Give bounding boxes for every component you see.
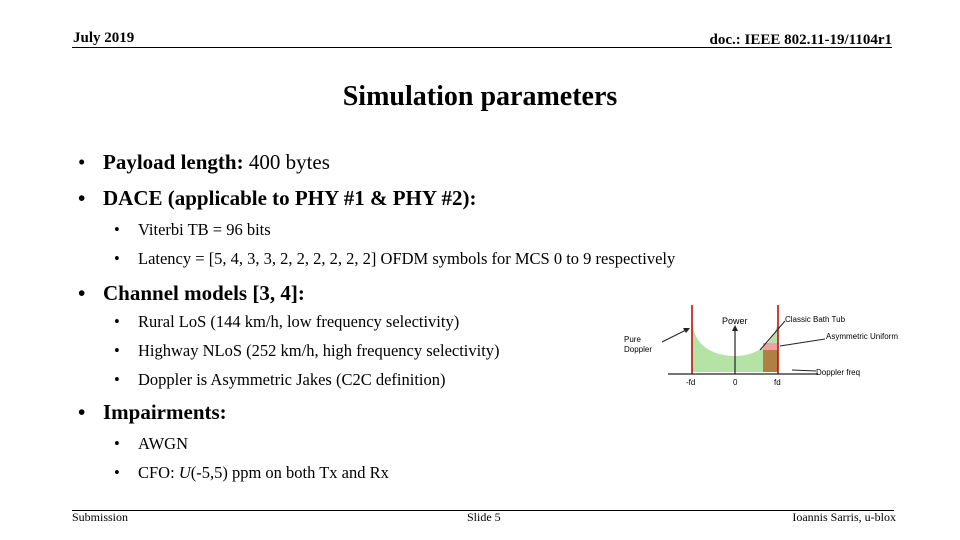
header-date: July 2019	[73, 30, 135, 46]
sub-bullet-latency: • Latency = [5, 4, 3, 3, 2, 2, 2, 2, 2, 2] OFDM symbols for MCS 0 to 9 respectively	[114, 249, 676, 268]
doppler-spectrum-diagram	[620, 300, 920, 390]
sub-bullet-rural: • Rural LoS (144 km/h, low frequency selectivity)	[114, 312, 460, 331]
header-doc-id: doc.: IEEE 802.11-19/1104r1	[709, 32, 892, 48]
bullet-glyph: •	[78, 186, 86, 210]
footer-slide-number: Slide 5	[467, 510, 501, 524]
sub-bullet-doppler: • Doppler is Asymmetric Jakes (C2C definition)	[114, 370, 446, 389]
doppler-label: Doppler	[624, 345, 653, 354]
bullet-channel	[78, 281, 305, 306]
asym-arrow	[780, 339, 825, 346]
dace-text: DACE (applicable to PHY #1 & PHY #2):	[103, 186, 477, 210]
sub-bullet-viterbi: • Viterbi TB = 96 bits	[114, 220, 271, 239]
payload-value: 400 bytes	[243, 150, 330, 174]
header-rule	[72, 47, 892, 48]
sub-bullet-highway: • Highway NLoS (252 km/h, high frequency selectivity)	[114, 341, 500, 360]
sub-bullet-awgn: • AWGN	[114, 434, 188, 453]
bullet-glyph: •	[114, 341, 120, 360]
power-label: Power	[722, 316, 748, 326]
pure-label: Pure	[624, 335, 641, 344]
bullet-glyph: •	[78, 400, 86, 424]
bullet-impairments	[78, 400, 227, 425]
bullet-payload	[78, 150, 330, 175]
bullet-glyph: •	[114, 434, 120, 453]
overlap-block	[763, 350, 778, 372]
footer-left: Submission	[72, 510, 129, 524]
sub-bullet-cfo: • CFO: U(-5,5) ppm on both Tx and Rx	[114, 463, 389, 482]
freq-arrow	[792, 370, 816, 371]
doppler-freq-label: Doppler freq	[816, 368, 861, 377]
fd-tick: fd	[774, 378, 781, 387]
pure-arrow	[662, 330, 686, 342]
bullet-glyph: •	[114, 220, 120, 239]
asym-label: Asymmetric Uniform	[826, 332, 899, 341]
bullet-glyph: •	[114, 463, 120, 482]
bullet-glyph: •	[114, 249, 120, 268]
payload-label: Payload length:	[103, 150, 244, 174]
bullet-glyph: •	[114, 370, 120, 389]
zero-tick: 0	[733, 378, 738, 387]
bullet-dace	[78, 186, 477, 211]
bathtub-label: Classic Bath Tub	[785, 315, 846, 324]
slide-title: Simulation parameters	[342, 81, 618, 112]
neg-fd-tick: -fd	[686, 378, 696, 387]
impair-text: Impairments:	[103, 400, 227, 424]
bullet-glyph: •	[78, 150, 86, 174]
channel-text: Channel models [3, 4]:	[103, 281, 305, 305]
bullet-glyph: •	[114, 312, 120, 331]
bullet-glyph: •	[78, 281, 86, 305]
footer-author: Ioannis Sarris, u-blox	[792, 510, 896, 524]
